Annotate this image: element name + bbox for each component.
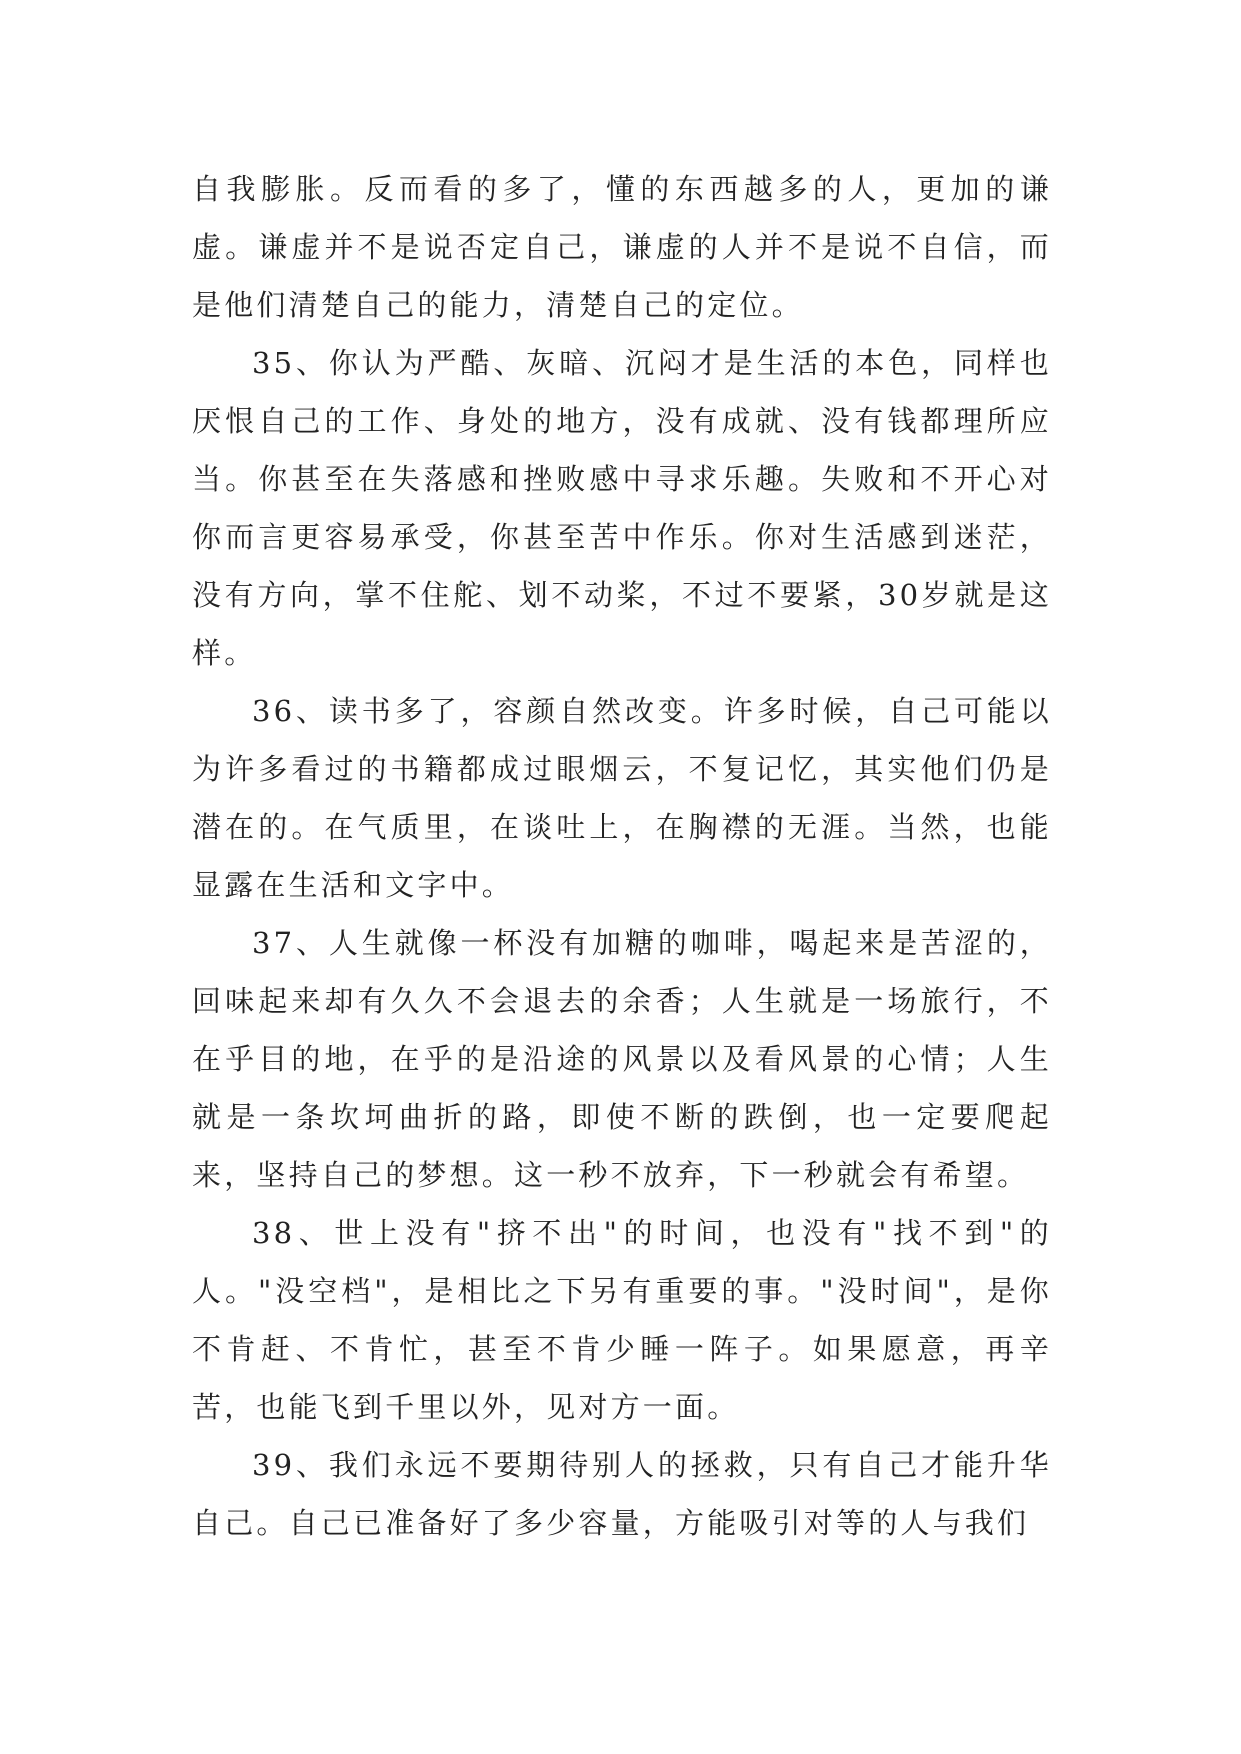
paragraph-36: 36、读书多了，容颜自然改变。许多时候，自己可能以为许多看过的书籍都成过眼烟云，不复记忆，其实他们仍是潜在的。在气质里，在谈吐上，在胸襟的无涯。当然，也能显露在生活和文字中。 (192, 694, 1052, 902)
paragraph-38: 38、世上没有"挤不出"的时间，也没有"找不到"的人。"没空档"，是相比之下另有重要的事。"没时间"，是你不肯赶、不肯忙，甚至不肯少睡一阵子。如果愿意，再辛苦，也能飞到千里以外，见对方一面。 (192, 1216, 1052, 1424)
document-body (192, 160, 1052, 1552)
paragraph-35: 35、你认为严酷、灰暗、沉闷才是生活的本色，同样也厌恨自己的工作、身处的地方，没有成就、没有钱都理所应当。你甚至在失落感和挫败感中寻求乐趣。失败和不开心对你而言更容易承受，你甚至苦中作乐。你对生活感到迷茫，没有方向，掌不住舵、划不动桨，不过不要紧，30岁就是这样。 (192, 346, 1052, 670)
paragraph-continuation: 自我膨胀。反而看的多了，懂的东西越多的人，更加的谦虚。谦虚并不是说否定自己，谦虚的人并不是说不自信，而是他们清楚自己的能力，清楚自己的定位。 (192, 172, 1052, 322)
paragraph-37: 37、人生就像一杯没有加糖的咖啡，喝起来是苦涩的，回味起来却有久久不会退去的余香；人生就是一场旅行，不在乎目的地，在乎的是沿途的风景以及看风景的心情；人生就是一条坎坷曲折的路，即使不断的跌倒，也一定要爬起来，坚持自己的梦想。这一秒不放弃，下一秒就会有希望。 (192, 926, 1052, 1192)
paragraph-39: 39、我们永远不要期待别人的拯救，只有自己才能升华自己。自己已准备好了多少容量，方能吸引对等的人与我们 (192, 1448, 1052, 1540)
